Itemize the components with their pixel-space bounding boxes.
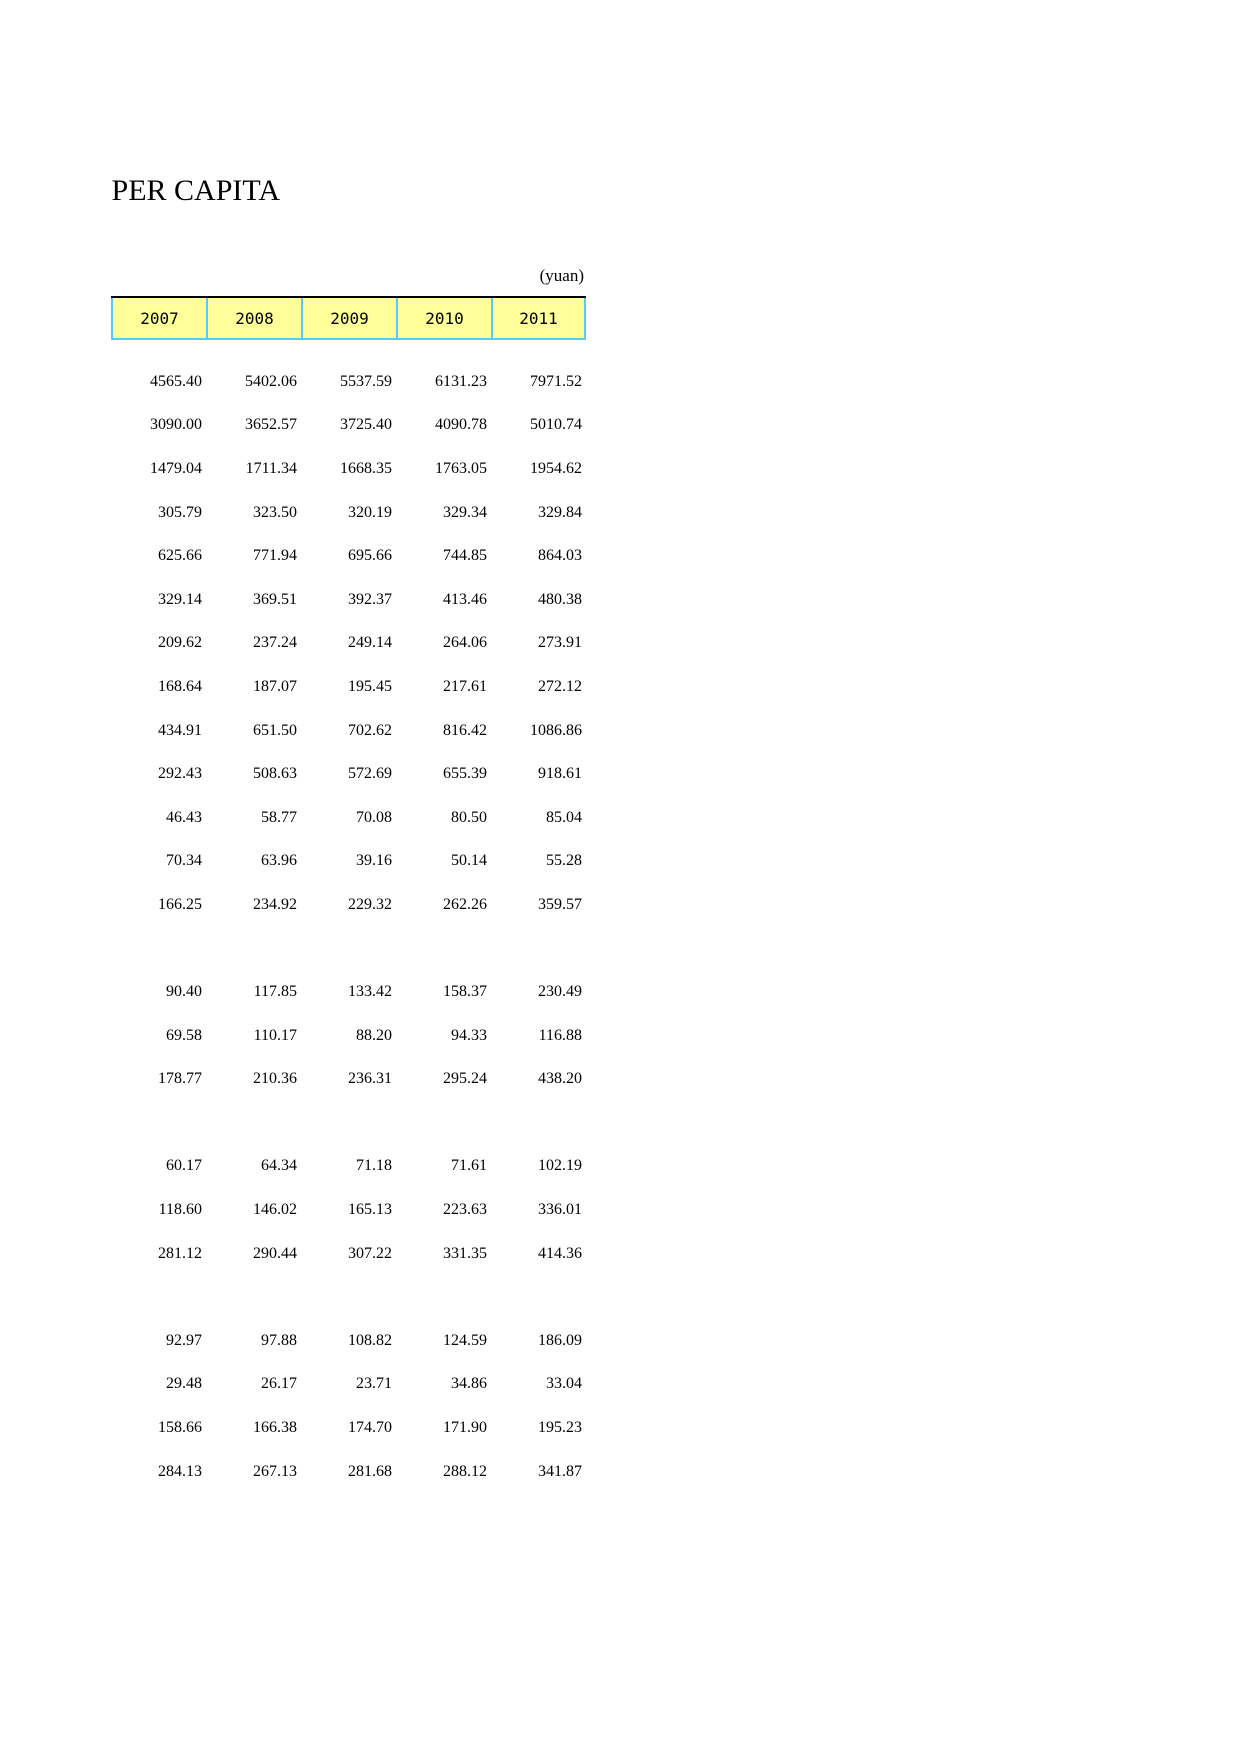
table-cell[interactable]: 88.20 — [356, 1026, 392, 1044]
table-body — [111, 360, 586, 1493]
table-cell[interactable]: 5010.74 — [530, 416, 582, 434]
table-row — [111, 1058, 586, 1102]
table-row — [111, 1450, 586, 1494]
table-cell[interactable]: 146.02 — [253, 1201, 297, 1219]
table-cell[interactable]: 329.14 — [158, 590, 202, 608]
table-cell[interactable]: 166.25 — [158, 895, 202, 913]
table-cell[interactable]: 90.40 — [166, 983, 202, 1001]
table-cell[interactable]: 108.82 — [348, 1331, 392, 1349]
table-cell[interactable]: 168.64 — [158, 677, 202, 695]
table-cell[interactable]: 23.71 — [356, 1375, 392, 1393]
table-cell[interactable]: 1763.05 — [435, 459, 487, 477]
table-header-row — [111, 296, 586, 340]
table-row — [111, 360, 586, 404]
table-cell[interactable]: 281.12 — [158, 1244, 202, 1262]
table-cell[interactable]: 4090.78 — [435, 416, 487, 434]
table-cell[interactable]: 323.50 — [253, 503, 297, 521]
table-cell[interactable]: 210.36 — [253, 1070, 297, 1088]
table-row — [111, 622, 586, 666]
table-cell[interactable]: 58.77 — [261, 808, 297, 826]
table-cell[interactable]: 110.17 — [253, 1026, 297, 1044]
table-cell[interactable]: 292.43 — [158, 765, 202, 783]
table-cell[interactable]: 223.63 — [443, 1201, 487, 1219]
column-header-2010[interactable]: 2010 — [396, 298, 491, 338]
table-cell[interactable]: 33.04 — [546, 1375, 582, 1393]
table-row — [111, 1406, 586, 1450]
table-row — [111, 752, 586, 796]
table-cell[interactable]: 320.19 — [348, 503, 392, 521]
table-cell[interactable]: 413.46 — [443, 590, 487, 608]
table-row — [111, 1145, 586, 1189]
table-cell[interactable]: 186.09 — [538, 1331, 582, 1349]
table-cell[interactable]: 744.85 — [443, 547, 487, 565]
table-row — [111, 970, 586, 1014]
table-cell[interactable]: 4565.40 — [150, 372, 202, 390]
table-cell[interactable]: 71.18 — [356, 1157, 392, 1175]
table-cell[interactable]: 234.92 — [253, 895, 297, 913]
table-cell[interactable]: 3652.57 — [245, 416, 297, 434]
table-cell[interactable]: 7971.52 — [530, 372, 582, 390]
table-cell[interactable]: 625.66 — [158, 547, 202, 565]
column-header-2009[interactable]: 2009 — [301, 298, 396, 338]
table-cell[interactable]: 166.38 — [253, 1419, 297, 1437]
table-row — [111, 1363, 586, 1407]
table-cell[interactable]: 5537.59 — [340, 372, 392, 390]
table-cell[interactable]: 64.34 — [261, 1157, 297, 1175]
table-cell[interactable]: 414.36 — [538, 1244, 582, 1262]
table-cell[interactable]: 237.24 — [253, 634, 297, 652]
table-cell[interactable]: 55.28 — [546, 852, 582, 870]
table-cell[interactable]: 341.87 — [538, 1462, 582, 1480]
table-cell[interactable]: 39.16 — [356, 852, 392, 870]
table-cell[interactable]: 158.37 — [443, 983, 487, 1001]
table-cell[interactable]: 864.03 — [538, 547, 582, 565]
table-cell[interactable]: 1086.86 — [530, 721, 582, 739]
table-row — [111, 534, 586, 578]
table-cell[interactable]: 70.08 — [356, 808, 392, 826]
table-cell[interactable]: 187.07 — [253, 677, 297, 695]
table-cell[interactable]: 249.14 — [348, 634, 392, 652]
table-row — [111, 665, 586, 709]
table-cell[interactable]: 1479.04 — [150, 459, 202, 477]
table-cell[interactable]: 102.19 — [538, 1157, 582, 1175]
table-cell[interactable]: 133.42 — [348, 983, 392, 1001]
table-cell[interactable]: 508.63 — [253, 765, 297, 783]
table-cell[interactable]: 284.13 — [158, 1462, 202, 1480]
table-row — [111, 840, 586, 884]
table-row — [111, 491, 586, 535]
table-cell[interactable]: 116.88 — [538, 1026, 582, 1044]
table-cell[interactable]: 359.57 — [538, 895, 582, 913]
table-row — [111, 447, 586, 491]
table-cell[interactable]: 262.26 — [443, 895, 487, 913]
table-cell[interactable]: 178.77 — [158, 1070, 202, 1088]
table-cell[interactable]: 94.33 — [451, 1026, 487, 1044]
table-cell[interactable]: 702.62 — [348, 721, 392, 739]
table-cell[interactable]: 158.66 — [158, 1419, 202, 1437]
table-cell[interactable]: 85.04 — [546, 808, 582, 826]
table-cell[interactable]: 92.97 — [166, 1331, 202, 1349]
table-row — [111, 578, 586, 622]
table-cell[interactable]: 272.12 — [538, 677, 582, 695]
table-cell[interactable]: 290.44 — [253, 1244, 297, 1262]
table-cell[interactable]: 3090.00 — [150, 416, 202, 434]
table-cell[interactable]: 118.60 — [158, 1201, 202, 1219]
column-header-2007[interactable]: 2007 — [111, 298, 206, 338]
table-spacer-row — [111, 927, 586, 971]
table-cell[interactable]: 329.84 — [538, 503, 582, 521]
table-cell[interactable]: 50.14 — [451, 852, 487, 870]
page-title-container — [110, 172, 280, 212]
table-cell[interactable]: 217.61 — [443, 677, 487, 695]
table-cell[interactable]: 572.69 — [348, 765, 392, 783]
table-cell[interactable]: 195.45 — [348, 677, 392, 695]
table-cell[interactable]: 80.50 — [451, 808, 487, 826]
unit-label: (yuan) — [539, 266, 584, 285]
table-cell[interactable]: 29.48 — [166, 1375, 202, 1393]
table-cell[interactable]: 1954.62 — [530, 459, 582, 477]
table-cell[interactable]: 267.13 — [253, 1462, 297, 1480]
table-cell[interactable]: 69.58 — [166, 1026, 202, 1044]
table-cell[interactable]: 63.96 — [261, 852, 297, 870]
table-cell[interactable]: 392.37 — [348, 590, 392, 608]
table-row — [111, 796, 586, 840]
table-cell[interactable]: 171.90 — [443, 1419, 487, 1437]
table-cell[interactable]: 26.17 — [261, 1375, 297, 1393]
table-cell[interactable]: 438.20 — [538, 1070, 582, 1088]
table-cell[interactable]: 307.22 — [348, 1244, 392, 1262]
table-cell[interactable]: 230.49 — [538, 983, 582, 1001]
table-cell[interactable]: 117.85 — [253, 983, 297, 1001]
table-cell[interactable]: 264.06 — [443, 634, 487, 652]
table-row — [111, 404, 586, 448]
table-row — [111, 1232, 586, 1276]
table-cell[interactable]: 651.50 — [253, 721, 297, 739]
table-cell[interactable]: 97.88 — [261, 1331, 297, 1349]
table-spacer-row — [111, 1275, 586, 1319]
table-cell[interactable]: 273.91 — [538, 634, 582, 652]
table-row — [111, 1188, 586, 1232]
table-cell[interactable]: 918.61 — [538, 765, 582, 783]
table-cell[interactable]: 331.35 — [443, 1244, 487, 1262]
table-cell[interactable]: 229.32 — [348, 895, 392, 913]
table-cell[interactable]: 5402.06 — [245, 372, 297, 390]
table-cell[interactable]: 195.23 — [538, 1419, 582, 1437]
column-header-2011[interactable]: 2011 — [491, 298, 586, 338]
column-header-2008[interactable]: 2008 — [206, 298, 301, 338]
table-cell[interactable]: 6131.23 — [435, 372, 487, 390]
table-cell[interactable]: 434.91 — [158, 721, 202, 739]
table-cell[interactable]: 124.59 — [443, 1331, 487, 1349]
table-row — [111, 1014, 586, 1058]
table-cell[interactable]: 34.86 — [451, 1375, 487, 1393]
table-row — [111, 709, 586, 753]
table-cell[interactable]: 369.51 — [253, 590, 297, 608]
table-cell[interactable]: 236.31 — [348, 1070, 392, 1088]
table-cell[interactable]: 46.43 — [166, 808, 202, 826]
table-cell[interactable]: 295.24 — [443, 1070, 487, 1088]
table-spacer-row — [111, 1101, 586, 1145]
table-cell[interactable]: 695.66 — [348, 547, 392, 565]
table-row — [111, 1319, 586, 1363]
table-cell[interactable]: 1711.34 — [245, 459, 297, 477]
table-row — [111, 883, 586, 927]
table-cell[interactable]: 281.68 — [348, 1462, 392, 1480]
table-cell[interactable]: 329.34 — [443, 503, 487, 521]
table-cell[interactable]: 288.12 — [443, 1462, 487, 1480]
table-cell[interactable]: 60.17 — [166, 1157, 202, 1175]
table-cell[interactable]: 480.38 — [538, 590, 582, 608]
page-title: PER CAPITA — [111, 174, 280, 207]
table-cell[interactable]: 209.62 — [158, 634, 202, 652]
table-cell[interactable]: 336.01 — [538, 1201, 582, 1219]
table-cell[interactable]: 71.61 — [451, 1157, 487, 1175]
table-cell[interactable]: 70.34 — [166, 852, 202, 870]
table-cell[interactable]: 1668.35 — [340, 459, 392, 477]
table-cell[interactable]: 3725.40 — [340, 416, 392, 434]
data-table — [111, 296, 586, 1493]
table-cell[interactable]: 174.70 — [348, 1419, 392, 1437]
table-cell[interactable]: 305.79 — [158, 503, 202, 521]
table-cell[interactable]: 165.13 — [348, 1201, 392, 1219]
table-cell[interactable]: 771.94 — [253, 547, 297, 565]
table-cell[interactable]: 655.39 — [443, 765, 487, 783]
table-cell[interactable]: 816.42 — [443, 721, 487, 739]
